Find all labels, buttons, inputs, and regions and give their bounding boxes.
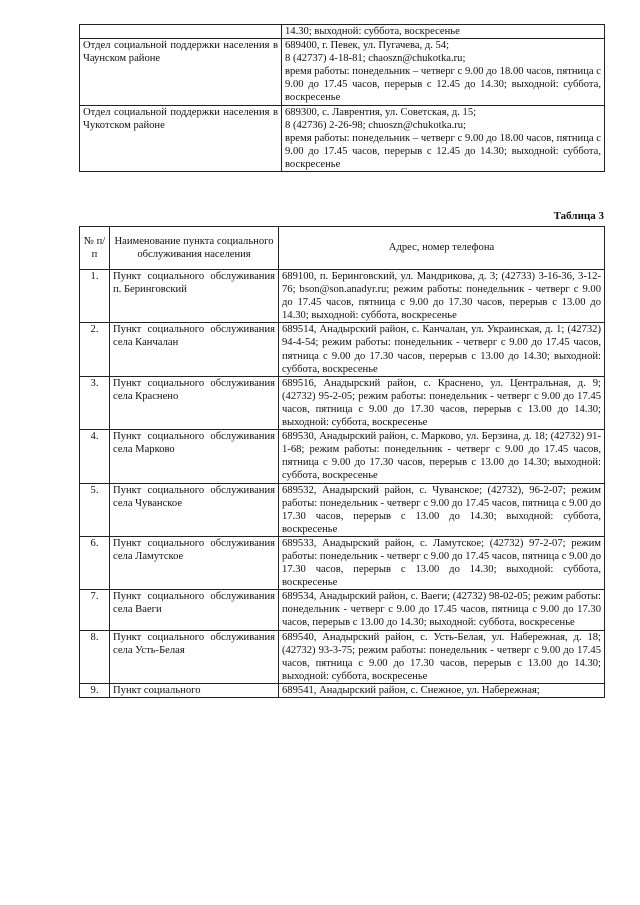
offices-table-continued xyxy=(79,24,605,172)
point-name: Пункт социального xyxy=(110,683,279,697)
table-row xyxy=(80,270,605,323)
point-number: 8. xyxy=(80,630,110,683)
office-address: 689400, г. Певек, ул. Пугачева, д. 54; 8 (42737) 4-18-81; chaoszn@chukotka.ru; время работы: понедельник – четверг с 9.00 до 18.00 часов, пятница с 9.00 до 17.45 часов, перерыв с 12.45 до 14.30; выходной: суббота, воскресенье xyxy=(282,39,605,105)
table-row xyxy=(80,536,605,589)
point-address: 689530, Анадырский район, с. Марково, ул. Берзина, д. 18; (42732) 91-1-68; режим работы: понедельник - четверг с 9.00 до 17.45 часов, пятница с 9.00 до 17.30 часов, перерыв с 13.00 до 14.30; выходной: суббота, воскресенье xyxy=(279,430,605,483)
point-number: 7. xyxy=(80,590,110,630)
point-address: 689532, Анадырский район, с. Чуванское; (42732), 96-2-07; режим работы: понедельник - четверг с 9.00 до 17.45 часов, пятница с 9.00 до 17.30 часов, перерыв с 13.00 до 14.30; выходной: суббота, воскресенье xyxy=(279,483,605,536)
point-name: Пункт социального обслуживания п. Беринговский xyxy=(110,270,279,323)
table-row xyxy=(80,483,605,536)
point-name: Пункт социального обслуживания села Ваеги xyxy=(110,590,279,630)
table-row xyxy=(80,25,605,39)
point-number: 6. xyxy=(80,536,110,589)
header-address: Адрес, номер телефона xyxy=(279,227,605,270)
table-row xyxy=(80,630,605,683)
point-number: 3. xyxy=(80,376,110,429)
office-name: Отдел социальной поддержки населения в Чаунском районе xyxy=(80,39,282,105)
header-name: Наименование пункта социального обслуживания населения xyxy=(110,227,279,270)
table-row xyxy=(80,683,605,697)
office-name xyxy=(80,25,282,39)
table-row xyxy=(80,430,605,483)
point-address: 689534, Анадырский район, с. Ваеги; (42732) 98-02-05; режим работы: понедельник - четверг с 9.00 до 17.45 часов, пятница с 9.00 до 17.30 часов, перерыв с 13.00 до 14.30; выходной: суббота, воскресенье xyxy=(279,590,605,630)
table-row xyxy=(80,590,605,630)
point-number: 1. xyxy=(80,270,110,323)
table-row xyxy=(80,323,605,376)
point-number: 5. xyxy=(80,483,110,536)
point-address: 689100, п. Беринговский, ул. Мандрикова, д. 3; (42733) 3-16-36, 3-12-76; bson@son.anadyr.ru; режим работы: понедельник - четверг с 9.00 до 17.45 часов, пятница с 9.00 до 17.30 часов, перерыв с 13.00 до 14.30; выходной: суббота, воскресенье xyxy=(279,270,605,323)
point-name: Пункт социального обслуживания села Канчалан xyxy=(110,323,279,376)
point-address: 689541, Анадырский район, с. Снежное, ул. Набережная; xyxy=(279,683,605,697)
table-caption: Таблица 3 xyxy=(553,210,604,222)
table-header-row xyxy=(80,227,605,270)
point-address: 689533, Анадырский район, с. Ламутское; (42732) 97-2-07; режим работы: понедельник - четверг с 9.00 до 17.45 часов, пятница с 9.00 до 17.30 часов, перерыв с 13.00 до 14.30; выходной: суббота, воскресенье xyxy=(279,536,605,589)
service-points-table xyxy=(79,226,605,698)
point-number: 4. xyxy=(80,430,110,483)
point-name: Пункт социального обслуживания села Ламутское xyxy=(110,536,279,589)
point-address: 689540, Анадырский район, с. Усть-Белая, ул. Набережная, д. 18; (42732) 93-3-75; режим работы: понедельник - четверг с 9.00 до 17.45 часов, пятница с 9.00 до 17.30 часов, перерыв с 13.00 до 14.30; выходной: суббота, воскресенье xyxy=(279,630,605,683)
point-number: 2. xyxy=(80,323,110,376)
point-name: Пункт социального обслуживания села Чуванское xyxy=(110,483,279,536)
point-name: Пункт социального обслуживания села Краснено xyxy=(110,376,279,429)
header-num: № п/п xyxy=(80,227,110,270)
point-name: Пункт социального обслуживания села Марково xyxy=(110,430,279,483)
office-address: 14.30; выходной: суббота, воскресенье xyxy=(282,25,605,39)
point-name: Пункт социального обслуживания села Усть-Белая xyxy=(110,630,279,683)
office-address: 689300, с. Лаврентия, ул. Советская, д. 15; 8 (42736) 2-26-98; chuoszn@chukotka.ru; время работы: понедельник – четверг с 9.00 до 18.00 часов, пятница с 9.00 до 17.45 часов, перерыв с 12.45 до 14.30; выходной: суббота, воскресенье xyxy=(282,105,605,171)
point-number: 9. xyxy=(80,683,110,697)
table-row xyxy=(80,376,605,429)
table-row xyxy=(80,105,605,171)
point-address: 689514, Анадырский район, с. Канчалан, ул. Украинская, д. 1; (42732) 94-4-54; режим работы: понедельник - четверг с 9.00 до 17.45 часов, пятница с 9.00 до 17.30 часов, перерыв с 13.00 до 14.30; выходной: суббота, воскресенье xyxy=(279,323,605,376)
point-address: 689516, Анадырский район, с. Краснено, ул. Центральная, д. 9; (42732) 95-2-05; режим работы: понедельник - четверг с 9.00 до 17.45 часов, пятница с 9.00 до 17.30 часов, перерыв с 13.00 до 14.30; выходной: суббота, воскресенье xyxy=(279,376,605,429)
office-name: Отдел социальной поддержки населения в Чукотском районе xyxy=(80,105,282,171)
table-row xyxy=(80,39,605,105)
